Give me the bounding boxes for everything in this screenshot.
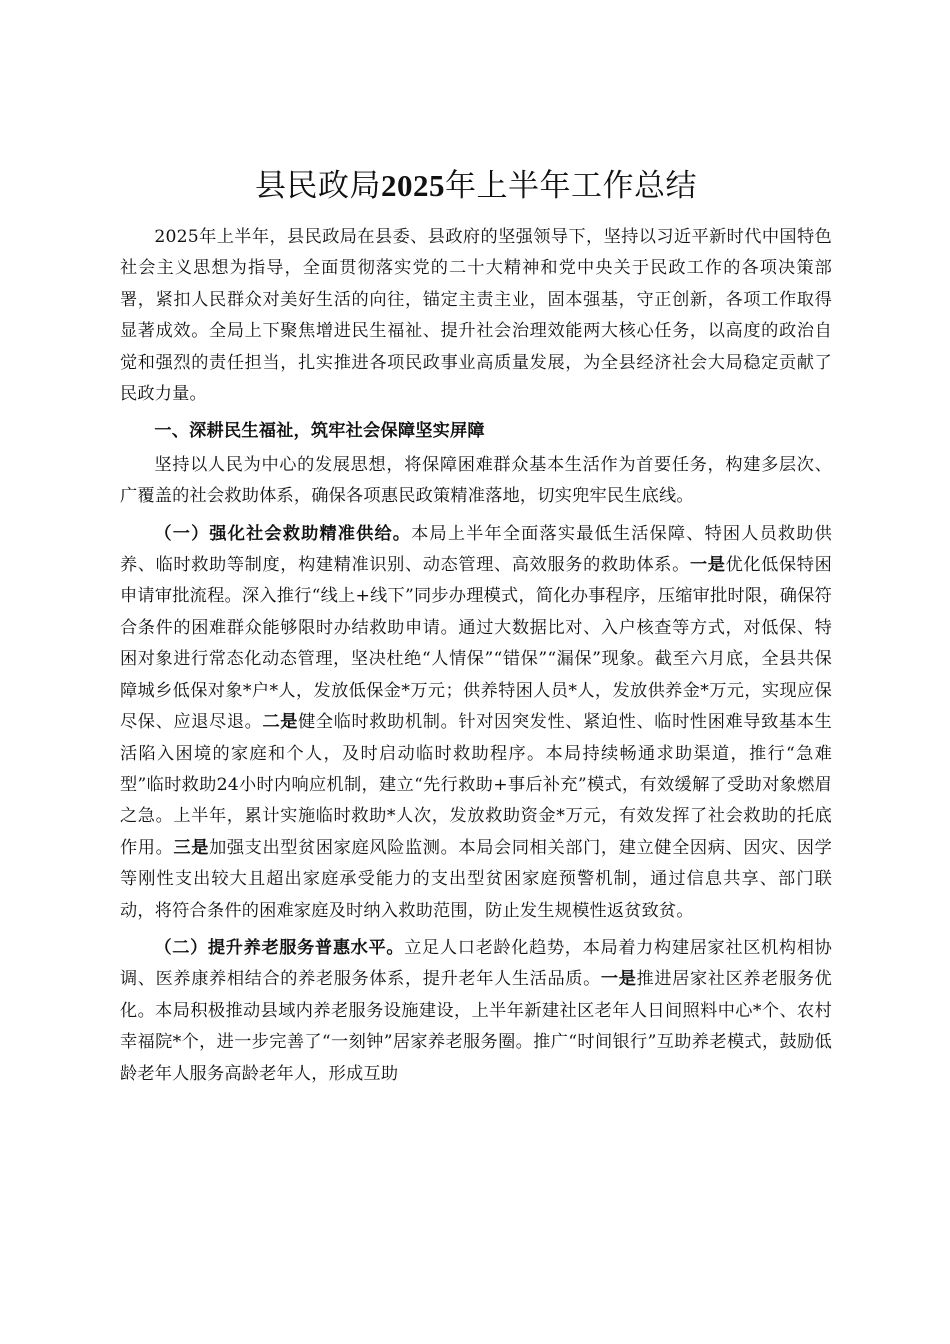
- title-prefix: 县民政局: [255, 168, 381, 204]
- subsection1-text4: 加强支出型贫困家庭风险监测。本局会同相关部门，建立健全因病、因灾、因学等刚性支出较大且超出家庭承受能力的支出型贫困家庭预警机制，通过信息共享、部门联动，将符合条件的困难家庭及时纳入救助范围，防止发生规模性返贫致贫。: [120, 837, 832, 921]
- title-suffix: 年上半年工作总结: [445, 168, 697, 204]
- document-page: [120, 160, 832, 1096]
- subsection1-ordinal1: 一是: [689, 555, 726, 576]
- subsection1-lead: （一）强化社会救助精准供给。: [154, 523, 412, 544]
- subsection1-text1: 本局上半年全面落实最低生活保障、特困人员救助供养、临时救助等制度，构建精准识别、动态管理、高效服务的救助体系。: [120, 523, 832, 576]
- subsection2-ordinal1: 一是: [600, 969, 637, 990]
- subsection2-text2: 推进居家社区养老服务优化。本局积极推动县域内养老服务设施建设，上半年新建社区老年人日间照料中心*个、农村幸福院*个，进一步完善了“一刻钟”居家养老服务圈。推广“时间银行”互助养老模式，鼓励低龄老年人服务高龄老年人，形成互助: [120, 969, 833, 1084]
- subsection2-paragraph: [120, 933, 832, 1090]
- subsection2-lead: （二）提升养老服务普惠水平。: [154, 937, 405, 958]
- section1-intro-paragraph: 坚持以人民为中心的发展思想，将保障困难群众基本生活作为首要任务，构建多层次、广覆盖的社会救助体系，确保各项惠民政策精准落地，切实兜牢民生底线。: [120, 454, 832, 507]
- intro-paragraph: 2025年上半年，县民政局在县委、县政府的坚强领导下，坚持以习近平新时代中国特色社会主义思想为指导，全面贯彻落实党的二十大精神和党中央关于民政工作的各项决策部署，紧扣人民群众对美好生活的向往，锚定主责主业，固本强基，守正创新，各项工作取得显著成效。全局上下聚焦增进民生福祉、提升社会治理效能两大核心任务，以高度的政治自觉和强烈的责任担当，扎实推进各项民政事业高质量发展，为全县经济社会大局稳定贡献了民政力量。: [120, 227, 832, 405]
- subsection1-ordinal2: 二是: [262, 712, 299, 733]
- subsection1-text3: 健全临时救助机制。针对因突发性、紧迫性、临时性困难导致基本生活陷入困境的家庭和个人，及时启动临时救助程序。本局持续畅通求助渠道，推行“急难型”临时救助24小时内响应机制，建立“先行救助+事后补充”模式，有效缓解了受助对象燃眉之急。上半年，累计实施临时救助*人次，发放救助资金*万元，有效发挥了社会救助的托底作用。: [120, 712, 832, 858]
- subsection1-text2: 优化低保特困申请审批流程。深入推行“线上+线下”同步办理模式，简化办事程序，压缩审批时限，确保符合条件的困难群众能够限时办结救助申请。通过大数据比对、入户核查等方式，对低保、特困对象进行常态化动态管理，坚决杜绝“人情保”“错保”“漏保”现象。截至六月底，全县共保障城乡低保对象*户*人，发放低保金*万元；供养特困人员*人，发放供养金*万元，实现应保尽保、应退尽退。: [120, 555, 833, 733]
- subsection2-text1: 立足人口老龄化趋势，本局着力构建居家社区机构相协调、医养康养相结合的养老服务体系，提升老年人生活品质。: [120, 937, 832, 990]
- subsection1-paragraph: [120, 519, 832, 927]
- title-year: 2025: [381, 168, 445, 203]
- document-title: [120, 160, 832, 212]
- section1-heading: 一、深耕民生福祉，筑牢社会保障坚实屏障: [154, 421, 485, 442]
- subsection1-ordinal3: 三是: [173, 837, 210, 858]
